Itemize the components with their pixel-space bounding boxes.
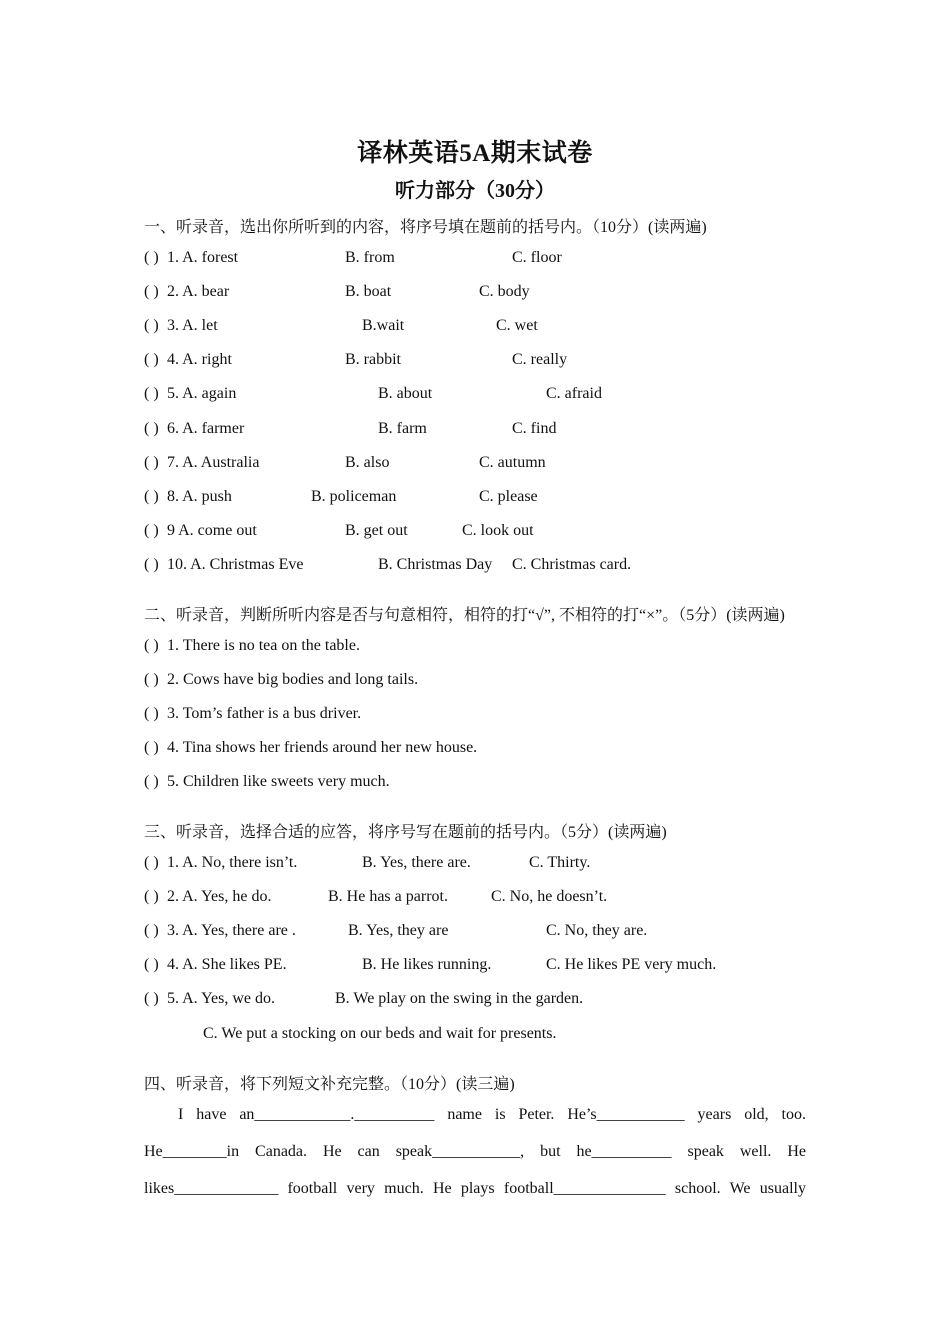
option-b: B. We play on the swing in the garden. bbox=[335, 990, 584, 1007]
option-b: B. boat bbox=[345, 283, 392, 300]
option-b: B. from bbox=[345, 249, 395, 266]
answer-bracket[interactable]: ( ) bbox=[144, 249, 159, 266]
option-c: C. He likes PE very much. bbox=[546, 956, 717, 973]
option-c: C. afraid bbox=[546, 385, 602, 402]
statement-text: 1. There is no tea on the table. bbox=[167, 637, 360, 654]
option-b: B. He has a parrot. bbox=[328, 888, 448, 905]
option-a: 9 A. come out bbox=[167, 522, 257, 539]
option-b: B. farm bbox=[378, 420, 427, 437]
option-c: C. No, they are. bbox=[546, 922, 648, 939]
option-c: C. wet bbox=[496, 317, 538, 334]
statement-text: 4. Tina shows her friends around her new house. bbox=[167, 739, 478, 756]
answer-bracket[interactable]: ( ) bbox=[144, 888, 159, 905]
option-c: C. Christmas card. bbox=[512, 556, 632, 573]
option-b: B.wait bbox=[362, 317, 405, 334]
option-c: C. autumn bbox=[479, 454, 546, 471]
answer-bracket[interactable]: ( ) bbox=[144, 739, 159, 756]
section-2-heading: 二、听录音，判断所听内容是否与句意相符，相符的打“√”, 不相符的打“×”。（5分）(读两遍) bbox=[144, 607, 785, 624]
option-b: B. also bbox=[345, 454, 390, 471]
option-a: 5. A. again bbox=[167, 385, 237, 402]
answer-bracket[interactable]: ( ) bbox=[144, 385, 159, 402]
option-a: 4. A. She likes PE. bbox=[167, 956, 287, 973]
answer-bracket[interactable]: ( ) bbox=[144, 854, 159, 871]
option-a: 10. A. Christmas Eve bbox=[167, 556, 304, 573]
answer-bracket[interactable]: ( ) bbox=[144, 454, 159, 471]
statement-text: 3. Tom’s father is a bus driver. bbox=[167, 705, 362, 722]
section-4-heading: 四、听录音，将下列短文补充完整。（10分）(读三遍) bbox=[144, 1076, 515, 1093]
passage-line: I have an____________.__________ name is Peter. He’s___________ years old, too. bbox=[178, 1106, 806, 1123]
option-c: C. really bbox=[512, 351, 568, 368]
answer-bracket[interactable]: ( ) bbox=[144, 990, 159, 1007]
answer-bracket[interactable]: ( ) bbox=[144, 283, 159, 300]
option-a: 3. A. let bbox=[167, 317, 218, 334]
page-title: 译林英语5A期末试卷 bbox=[357, 140, 593, 167]
page-subtitle: 听力部分（30分） bbox=[395, 180, 555, 202]
option-b: B. Yes, there are. bbox=[362, 854, 471, 871]
answer-bracket[interactable]: ( ) bbox=[144, 317, 159, 334]
option-a: 7. A. Australia bbox=[167, 454, 260, 471]
option-c: C. look out bbox=[462, 522, 534, 539]
answer-bracket[interactable]: ( ) bbox=[144, 773, 159, 790]
option-a: 1. A. forest bbox=[167, 249, 239, 266]
passage-line: likes_____________ football very much. He plays football______________ school. We usually bbox=[144, 1180, 806, 1197]
answer-bracket[interactable]: ( ) bbox=[144, 705, 159, 722]
option-b: B. He likes running. bbox=[362, 956, 492, 973]
option-b: B. Christmas Day bbox=[378, 556, 493, 573]
option-a: 8. A. push bbox=[167, 488, 232, 505]
option-a: 4. A. right bbox=[167, 351, 232, 368]
option-a: 5. A. Yes, we do. bbox=[167, 990, 276, 1007]
answer-bracket[interactable]: ( ) bbox=[144, 922, 159, 939]
option-c: C. No, he doesn’t. bbox=[491, 888, 608, 905]
statement-text: 5. Children like sweets very much. bbox=[167, 773, 390, 790]
answer-bracket[interactable]: ( ) bbox=[144, 637, 159, 654]
option-b: B. rabbit bbox=[345, 351, 401, 368]
passage-line: He________in Canada. He can speak___________, but he__________ speak well. He bbox=[144, 1143, 806, 1160]
answer-bracket[interactable]: ( ) bbox=[144, 671, 159, 688]
option-a: 2. A. bear bbox=[167, 283, 230, 300]
answer-bracket[interactable]: ( ) bbox=[144, 420, 159, 437]
answer-bracket[interactable]: ( ) bbox=[144, 351, 159, 368]
option-a: 2. A. Yes, he do. bbox=[167, 888, 272, 905]
option-b: B. about bbox=[378, 385, 433, 402]
answer-bracket[interactable]: ( ) bbox=[144, 522, 159, 539]
option-c: C. please bbox=[479, 488, 538, 505]
option-a: 6. A. farmer bbox=[167, 420, 245, 437]
section-1-heading: 一、听录音，选出你所听到的内容，将序号填在题前的括号内。（10分）(读两遍) bbox=[144, 219, 707, 236]
option-b: B. policeman bbox=[311, 488, 397, 505]
option-c: C. We put a stocking on our beds and wait for presents. bbox=[203, 1025, 557, 1042]
section-3-heading: 三、听录音，选择合适的应答，将序号写在题前的括号内。（5分）(读两遍) bbox=[144, 824, 667, 841]
option-a: 1. A. No, there isn’t. bbox=[167, 854, 298, 871]
option-c: C. Thirty. bbox=[529, 854, 591, 871]
answer-bracket[interactable]: ( ) bbox=[144, 556, 159, 573]
option-a: 3. A. Yes, there are . bbox=[167, 922, 296, 939]
answer-bracket[interactable]: ( ) bbox=[144, 956, 159, 973]
option-b: B. get out bbox=[345, 522, 408, 539]
answer-bracket[interactable]: ( ) bbox=[144, 488, 159, 505]
option-b: B. Yes, they are bbox=[348, 922, 449, 939]
option-c: C. floor bbox=[512, 249, 562, 266]
statement-text: 2. Cows have big bodies and long tails. bbox=[167, 671, 419, 688]
option-c: C. body bbox=[479, 283, 530, 300]
option-c: C. find bbox=[512, 420, 557, 437]
